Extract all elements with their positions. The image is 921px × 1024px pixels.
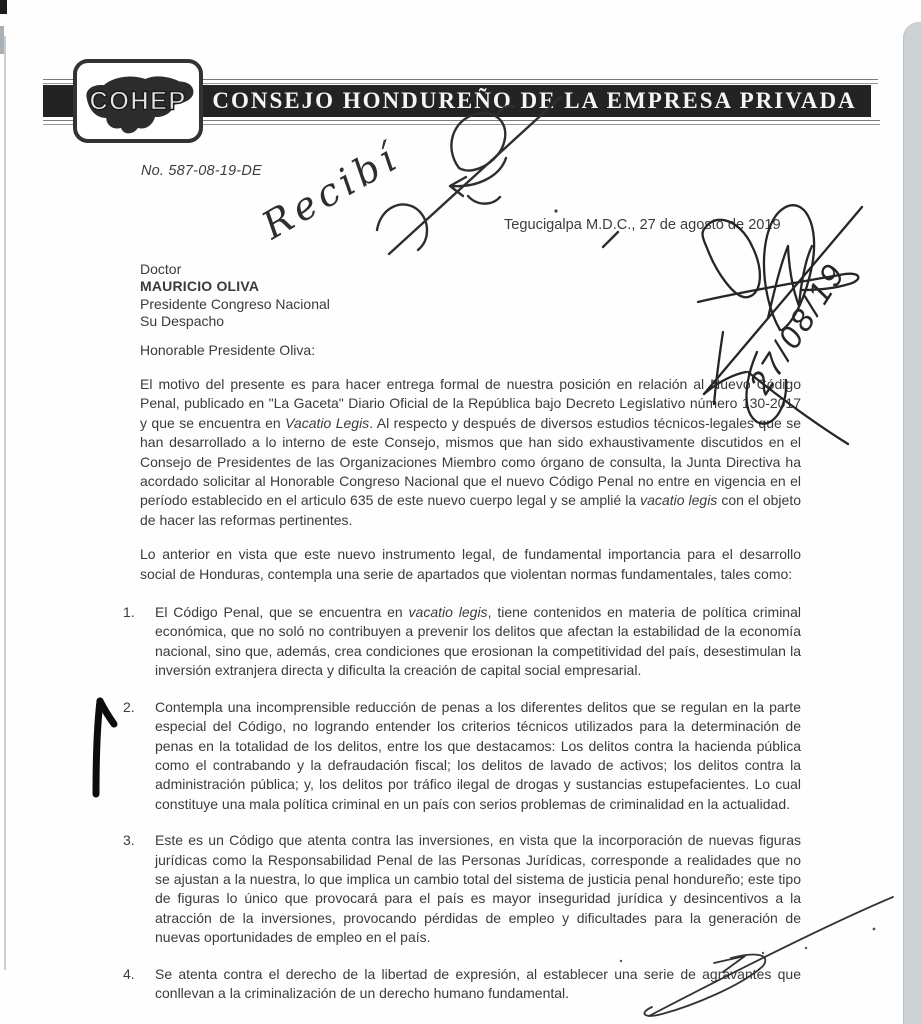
item-number: 2. — [123, 698, 135, 715]
item-number: 3. — [123, 832, 135, 849]
item-number: 4. — [123, 965, 135, 982]
recipient-office: Su Despacho — [140, 313, 225, 330]
item-text: El Código Penal, que se encuentra en vacatio legis, tiene contenidos en materia de política criminal económica, que no soló no contribuyen a prevenir los delitos que afectan la estabilidad de la economía nacional, sino que, además, crea condiciones que erosionan la competitividad del país, desestimulan la inversión extranjera directa y dificulta la creación de capital social empresarial. — [155, 604, 801, 679]
reference-number: No. 587-08-19-DE — [141, 163, 262, 179]
numbered-item — [123, 603, 801, 681]
item-text: Contempla una incomprensible reducción de penas a los diferentes delitos que se regulan en la parte especial del Código, no logrando entender los criterios técnicos utilizados para la determinación de penas en la totalidad de los delitos, entre los que destacamos: Los delitos contra la hacienda pública como el contrabando y la defraudación fiscal; los delitos de lavado de activos; los delitos contra la administración pública; y, los delitos por tráfico ilegal de drogas y sustancias estupefacientes. Lo cual constituye una mala política criminal en un país con serios problemas de criminalidad en la actualidad. — [155, 698, 801, 812]
item-number: 1. — [123, 604, 135, 621]
recipient-name: MAURICIO OLIVA — [140, 278, 260, 295]
recipient-block — [140, 261, 330, 331]
cohep-logo — [73, 59, 203, 143]
numbered-item — [123, 965, 801, 1004]
margin-arrow-mark — [96, 701, 114, 794]
logo-text: COHEP — [89, 87, 187, 116]
salutation: Honorable Presidente Oliva: — [140, 342, 316, 358]
organization-name: CONSEJO HONDUREÑO DE LA EMPRESA PRIVADA — [212, 88, 857, 113]
paragraph: El motivo del presente es para hacer entrega formal de nuestra posición en relación al Nuevo Código Penal, publicado en "La Gaceta" Diario Oficial de la República bajo Decreto Legislativo número 130-2017 y que se encuentra en Vacatio Legis. Al respecto y después de diversos estudios técnicos-legales que se han desarrollado a lo interno de este Consejo, mismos que han sido exhaustivamente discutidos en el Consejo de Presidentes de las Organizaciones Miembro como órgano de consulta, la Junta Directiva ha acordado solicitar al Honorable Congreso Nacional que el nuevo Código Penal no entre en vigencia en el período establecido en el articulo 635 de este nuevo cuerpo legal y se amplié la vacatio legis con el objeto de hacer las reformas pertinentes. — [140, 376, 801, 528]
recipient-position: Presidente Congreso Nacional — [140, 295, 330, 312]
numbered-item — [123, 831, 801, 947]
scan-edge-left — [4, 36, 6, 970]
scan-edge-right — [903, 22, 921, 1024]
recipient-title: Doctor — [140, 261, 182, 277]
numbered-item — [123, 698, 801, 814]
scan-edge-smudge — [0, 26, 4, 54]
scan-corner-artifact — [0, 0, 7, 14]
item-text: Este es un Código que atenta contra las inversiones, en vista que la incorporación de nuevas figuras jurídicas como la Responsabilidad Penal de las Personas Jurídicas, corresponde a realidades que no se ajustan a la nuestra, lo que implica un cambio total del sistema de justicia penal hondureño; este tipo de figuras lo único que provocará para el país es mayor inseguridad jurídica y desincentivos a la atracción de la inversiones, provocando pérdidas de empleo y dificultades para la generación de nuevas oportunidades de empleo en el país. — [155, 832, 801, 946]
item-text: Se atenta contra el derecho de la libertad de expresión, al establecer una serie de agravantes que conllevan a la criminalización de un derecho humano fundamental. — [155, 965, 801, 1001]
received-note-text: Recibí — [254, 134, 408, 248]
letter-body — [123, 375, 801, 1020]
dateline: Tegucigalpa M.D.C., 27 de agosto de 2019 — [504, 217, 781, 233]
paragraph: Lo anterior en vista que este nuevo instrumento legal, de fundamental importancia para el desarrollo social de Honduras, contempla una serie de apartados que violentan normas fundamentales, tales como: — [140, 546, 801, 582]
handwritten-date: 27/08/19 — [741, 255, 853, 400]
